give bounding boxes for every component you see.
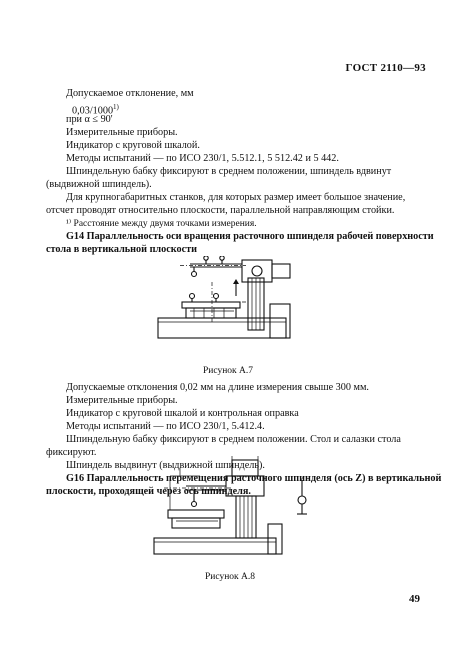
g16-heading-line-2: плоскости, проходящей через ось шпинделя. <box>46 486 251 497</box>
note-1-line-2: (выдвижной шпиндель). <box>46 179 152 190</box>
tolerance-value: 0,03/1000 <box>72 105 114 117</box>
figure-a8-drawing <box>140 454 320 570</box>
instruments-title-2: Измерительные приборы. <box>66 395 178 406</box>
instrument-2: Индикатор с круговой шкалой и контрольная оправка <box>66 408 299 419</box>
note-2-line-1: Для крупногабаритных станков, для которых размер имеет большое значение, <box>66 192 406 203</box>
tolerance-2: Допускаемые отклонения 0,02 мм на длине измерения свыше 300 мм. <box>66 382 369 393</box>
g16-heading-line-1: G16 Параллельность перемещения расточного шпинделя (ось Z) в вертикальной <box>66 473 442 484</box>
note-1-line-1: Шпиндельную бабку фиксируют в среднем положении, шпиндель вдвинут <box>66 166 392 177</box>
document-code: ГОСТ 2110—93 <box>345 62 426 74</box>
footnote: ¹⁾ Расстояние между двумя точками измерения. <box>66 219 257 229</box>
angle-condition: при α ≤ 90' <box>66 114 113 125</box>
note-2-line-2: отсчет проводят относительно плоскости, параллельной направляющим стойки. <box>46 205 395 216</box>
test-methods-2: Методы испытаний — по ИСО 230/1, 5.412.4. <box>66 421 265 432</box>
figure-a8-caption: Рисунок А.8 <box>205 572 256 582</box>
note-4: Шпиндель выдвинут (выдвижной шпиндель). <box>66 460 265 471</box>
page-number: 49 <box>409 593 420 605</box>
g14-heading-line-1: G14 Параллельность оси вращения расточного шпинделя рабочей поверхности <box>66 231 434 242</box>
tolerance-footnote-mark: 1) <box>113 103 119 111</box>
note-3-line-2: фиксируют. <box>46 447 97 458</box>
figure-a7-drawing <box>150 256 310 364</box>
note-3-line-1: Шпиндельную бабку фиксируют в среднем положении. Стол и салазки стола <box>66 434 401 445</box>
test-methods-1: Методы испытаний — по ИСО 230/1, 5.512.1, 5 512.42 и 5 442. <box>66 153 339 164</box>
instruments-title-1: Измерительные приборы. <box>66 127 178 138</box>
g14-heading-line-2: стола в вертикальной плоскости <box>46 244 197 255</box>
figure-a7-caption: Рисунок А.7 <box>203 366 254 376</box>
instrument-1: Индикатор с круговой шкалой. <box>66 140 200 151</box>
tolerance-title: Допускаемое отклонение, мм <box>66 88 194 99</box>
